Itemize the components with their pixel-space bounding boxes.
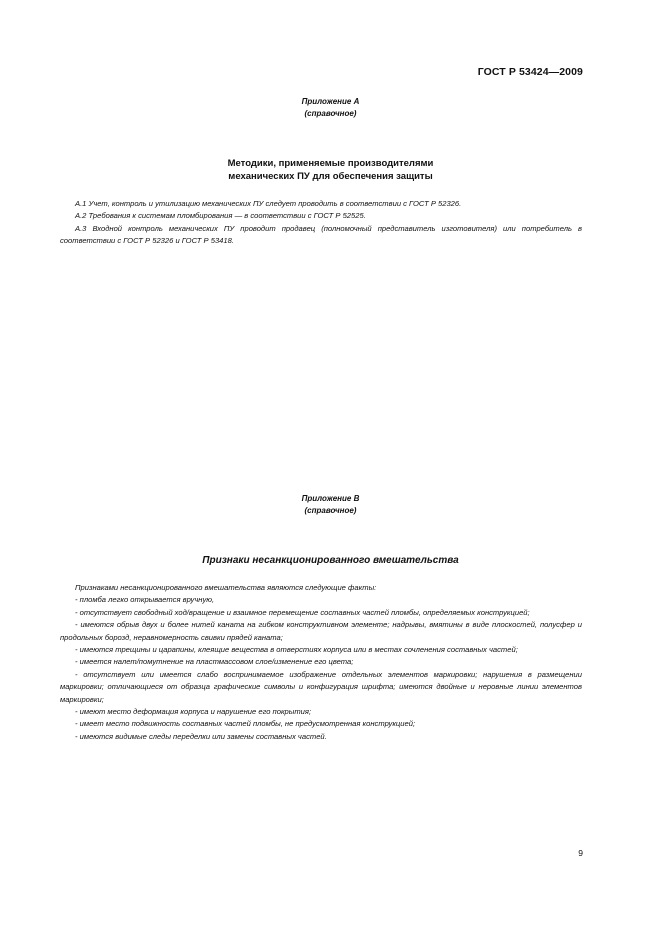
appendix-a-title-line1: Методики, применяемые производителями bbox=[227, 158, 434, 169]
list-item: - имеет место подвижность составных частей пломбы, не предусмотренная конструкцией; bbox=[75, 719, 416, 729]
list-item: - отсутствует свободный ход/вращение и взаимное перемещение составных частей пломбы, определяемых конструкцией; bbox=[75, 607, 530, 617]
appendix-b-body bbox=[60, 582, 582, 743]
page-number: 9 bbox=[578, 848, 583, 858]
appendix-a-heading bbox=[0, 96, 661, 120]
appendix-a-paragraph-1: А.1 Учет, контроль и утилизацию механических ПУ следует проводить в соответствии с ГОСТ Р 52326. bbox=[75, 199, 462, 208]
list-item: - имеются трещины и царапины, клеящие вещества в отверстиях корпуса или в местах сочленения составных частей; bbox=[75, 645, 518, 655]
list-item: - имеются обрыв двух и более нитей каната на гибком конструктивном элементе; надрывы, вмятины в виде плоскостей, полусфер и продольных борозд, неравномерность свивки прядей каната; bbox=[60, 620, 582, 642]
list-item: - имеются видимые следы переделки или замены составных частей. bbox=[75, 731, 327, 741]
appendix-b-heading bbox=[0, 493, 661, 517]
appendix-a-body bbox=[60, 198, 582, 248]
appendix-a-status: (справочное) bbox=[304, 109, 357, 118]
appendix-b-title: Признаки несанкционированного вмешательства bbox=[202, 555, 459, 566]
appendix-a-label: Приложение А bbox=[301, 97, 360, 106]
appendix-a-paragraph-2: А.2 Требования к системам пломбирования — в соответствии с ГОСТ Р 52525. bbox=[75, 211, 366, 221]
list-item: - пломба легко открывается вручную, bbox=[75, 595, 215, 605]
list-item: - отсутствует или имеется слабо воспринимаемое изображение отдельных элементов маркировки; нарушения в размещении маркировки; отличающиеся от образца графические символы и конфигурация шрифта; имеются двойные и неровные линии элементов маркировки; bbox=[60, 669, 582, 704]
appendix-b-status: (справочное) bbox=[304, 506, 357, 515]
appendix-b-intro: Признаками несанкционированного вмешательства являются следующие факты: bbox=[75, 583, 377, 592]
appendix-b-label: Приложение В bbox=[301, 494, 360, 503]
appendix-a-title bbox=[0, 157, 661, 183]
list-item: - имеют место деформация корпуса и нарушение его покрытия; bbox=[75, 707, 312, 717]
appendix-a-title-line2: механических ПУ для обеспечения защиты bbox=[228, 171, 433, 182]
standard-code-header: ГОСТ Р 53424—2009 bbox=[477, 66, 583, 78]
list-item: - имеется налет/помутнение на пластмассовом слое/изменение его цвета; bbox=[75, 657, 354, 667]
appendix-a-paragraph-3: А.3 Входной контроль механических ПУ проводит продавец (полномочный представитель изготовителя) или потребитель в соответствии с ГОСТ Р 52326 и ГОСТ Р 53418. bbox=[60, 223, 582, 246]
